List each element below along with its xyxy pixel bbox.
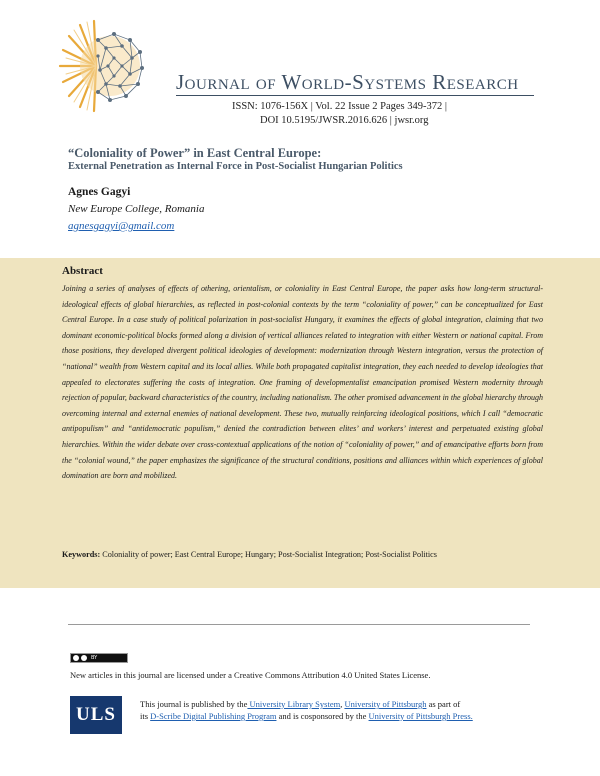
abstract-text: Joining a series of analyses of effects of othering, orientalism, or coloniality in East Central Europe, the paper asks how long-term structural-ideological effects of global hierarchies, as reflected in post-colonial contexts by the term “coloniality of power,” can be conceptualized for East Central Europe. In a case study of political polarization in post-socialist Hungary, it examines the effects of global integration, claiming that two dominant economic-political blocks formed along a division of vertical alliances related to integration with either Western or national capital. From those positions, they developed divergent political ideologies of development: modernization through Western integration, versus the protection of “national” wealth from Western capital and its local allies. While both propagated capitalist integration, they each needed to develop ideologies that appealed to electorates suffering the costs of integration. One framing of developmentalist emancipation promised Western modernity through rejection of popular, backward characteristics of the country, including nationalism. The other promised advancement in the global hierarchy through overcoming internal and external enemies of national development. These two, mutually reinforcing ideological positions, which I call “democratic antipopulism” and “antidemocratic populism,” denied the contradiction between elites’ and workers’ interest and perpetuated existing global hierarchies. Within the wider debate over cross-contextual applications of the notion of “coloniality of power,” and of emancipative efforts born from the “colonial wound,” the paper emphasizes the significance of the structural conditions, positions and alliances within which experiences of global domination are born and mobilized. <box>62 284 543 481</box>
author-email-link[interactable]: agnesgagyi@gmail.com <box>68 220 175 232</box>
attribution-icon <box>81 655 87 661</box>
doi-line: DOI 10.5195/JWSR.2016.626 | jwsr.org <box>260 115 429 126</box>
journal-title: Journal of World-Systems Research <box>176 70 519 94</box>
author-affiliation: New Europe College, Romania <box>68 203 205 215</box>
creative-commons-badge[interactable] <box>70 653 128 663</box>
publisher-line-1: This journal is published by the University Library System, University of Pittsburgh as part of <box>140 699 461 709</box>
issn-volume-line: ISSN: 1076-156X | Vol. 22 Issue 2 Pages 349-372 | <box>232 101 447 112</box>
d-scribe-program-link[interactable]: D-Scribe Digital Publishing Program <box>150 711 277 721</box>
abstract-heading: Abstract <box>62 265 103 277</box>
header-rule <box>176 95 534 96</box>
article-subtitle: External Penetration as Internal Force in Post-Socialist Hungarian Politics <box>68 161 403 172</box>
cc-icon <box>73 655 79 661</box>
author-name: Agnes Gagyi <box>68 186 131 198</box>
keywords-label: Keywords: <box>62 550 101 559</box>
university-library-system-link[interactable]: University Library System <box>247 699 341 709</box>
university-of-pittsburgh-link[interactable]: University of Pittsburgh <box>344 699 427 709</box>
license-notice: New articles in this journal are licensed under a Creative Commons Attribution 4.0 United States License. <box>70 670 431 680</box>
article-title: “Coloniality of Power” in East Central Europe: <box>68 146 322 160</box>
cc-badge-label: BY <box>91 655 98 661</box>
keywords-line <box>62 550 543 559</box>
footer-rule <box>68 624 530 625</box>
journal-logo <box>52 18 174 114</box>
uls-logo: ULS <box>70 696 122 734</box>
pitt-press-link[interactable]: University of Pittsburgh Press. <box>368 711 473 721</box>
keywords-list: Coloniality of power; East Central Europe; Hungary; Post-Socialist Integration; Post-Socialist Politics <box>102 550 437 559</box>
publisher-line-2: its D-Scribe Digital Publishing Program and is cosponsored by the University of Pittsburgh Press. <box>140 711 473 721</box>
